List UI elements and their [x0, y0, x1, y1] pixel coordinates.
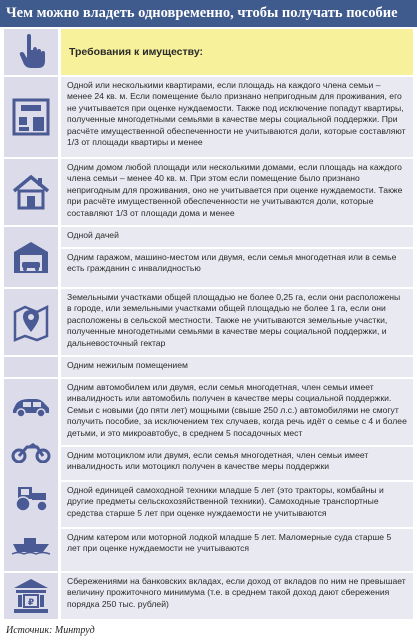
boat-icon: [10, 533, 52, 555]
requirements-header: Требования к имуществу:: [61, 29, 413, 75]
map-pin-icon: [4, 289, 58, 355]
row-house: [4, 159, 413, 225]
row-vehicles: [4, 379, 413, 571]
savings-text: Сбережениями на банковских вкладах, если доход от вкладов по ним не превышает величину прожиточного минимума (т.е. в среднем такой доход дают сбережения порядка 250 тыс. рублей): [61, 573, 413, 619]
apartment-text: Одной или несколькими квартирами, если площадь на каждого члена семьи – менее 24 кв. м. Если помещение было признано непригодным для проживания, его не учитывается при оценке нуждаемости. Также под исключение попадут квартиры, полученные многодетными семьями в качестве меры социальной поддержки. При расчёте имущественной обеспеченности не учитываются доли, которые составляют 1/3 от площади квартиры и менее: [61, 77, 413, 157]
source-caption: Источник: Минтруд: [6, 625, 95, 636]
car-icon: [10, 396, 52, 418]
garage-text: Одним гаражом, машино-местом или двумя, если семья многодетная или в семье есть гражданин с инвалидностью: [61, 249, 413, 287]
vehicle-icons: [4, 379, 58, 571]
page-title: Чем можно владеть одновременно, чтобы получать пособие: [0, 0, 417, 27]
motorcycle-text: Одним мотоциклом или двумя, если семья многодетная, член семьи имеет инвалидность или мотоцикл получен в качестве меры поддержки: [61, 447, 413, 480]
boat-text: Одним катером или моторной лодкой младше 5 лет. Маломерные суда старше 5 лет при оценке нуждаемости не учитываются: [61, 529, 413, 571]
hand-icon: [4, 29, 58, 75]
garage-icon: [4, 227, 58, 287]
header-row: [4, 29, 413, 75]
blank-icon-cell: [4, 357, 58, 377]
svg-text:₽: ₽: [27, 598, 35, 608]
requirements-table: [4, 29, 413, 621]
motorcycle-icon: [10, 439, 52, 463]
tractor-icon: [10, 484, 52, 512]
car-text: Одним автомобилем или двумя, если семья многодетная, член семьи имеет инвалидность или автомобиль получен в качестве меры социальной поддержки. Семьи с новыми (до пяти лет) мощными (свыше 250 л.с.) автомобилями не смогут получить пособие, за исключением тех случаев, когда речь идёт о семье с 4 и более детьми, и это микроавтобус, в среднем 5 посадочных мест: [61, 379, 413, 445]
row-apartment: [4, 77, 413, 157]
nonresidential-text: Одним нежилым помещением: [61, 357, 413, 377]
house-icon: [4, 159, 58, 225]
row-land: [4, 289, 413, 355]
row-nonresidential: [4, 357, 413, 377]
row-savings: [4, 573, 413, 619]
row-dacha-garage: [4, 227, 413, 287]
apartment-icon: [4, 77, 58, 157]
bank-icon: [4, 573, 58, 619]
house-text: Одним домом любой площади или несколькими домами, если площадь на каждого члена семьи – менее 40 кв. м. При этом если помещение было признано непригодным для проживания, оно не учитывается при оценке нуждаемости. Также при расчёте имущественной обеспеченности не учитываются доли, которые составляют 1/3 от площади дома и менее: [61, 159, 413, 225]
land-text: Земельными участками общей площадью не более 0,25 га, если они расположены в городе, или земельными участками общей площадью не более 1 га, если они расположены в сельской местности. Также не учитываются земельные участки, полученные многодетными семьями в качестве меры социальной поддержки, и дальневосточный гектар: [61, 289, 413, 355]
tractor-text: Одной единицей самоходной техники младше 5 лет (это тракторы, комбайны и другие предметы сельскохозяйственной техники). Самоходные транспортные средства старше 5 лет при оценке нуждаемости не учитываются: [61, 482, 413, 527]
dacha-text: Одной дачей: [61, 227, 413, 247]
